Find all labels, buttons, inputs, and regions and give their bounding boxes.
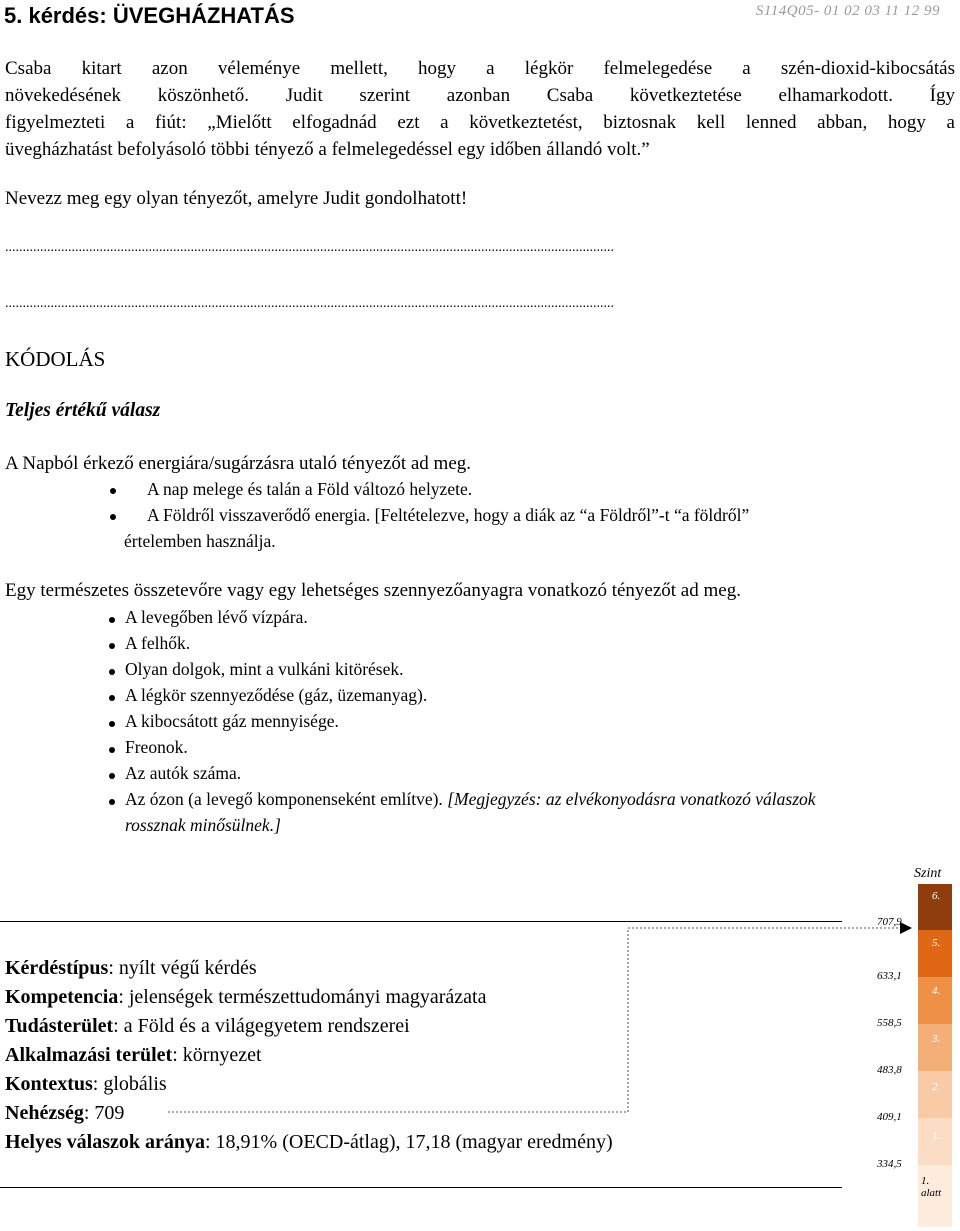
threshold-label: 633,1 [877, 970, 902, 982]
threshold-label: 558,5 [877, 1017, 902, 1029]
level-1-box: 1. [918, 1118, 952, 1165]
info-context: Kontextus: globális [5, 1073, 167, 1095]
group1-intro: A Napból érkező energiára/sugárzásra utaló tényezőt ad meg. [5, 453, 472, 474]
level-scale [918, 884, 952, 1227]
question-line: növekedésének köszönhető. Judit szerint azonban Csaba következtetése elhamarkodott. Így [5, 85, 955, 106]
question-title: 5. kérdés: ÜVEGHÁZHATÁS [4, 3, 295, 28]
threshold-label: 707,9 [877, 916, 902, 928]
coding-heading: KÓDOLÁS [5, 347, 106, 371]
question-line: figyelmezteti a fiút: „Mielőtt elfogadnád ezt a következtetést, biztosnak kell lenned abban, hogy a [5, 112, 955, 133]
scale-title: Szint [914, 866, 942, 881]
note-text: [Megjegyzés: az elvékonyodásra vonatkozó válaszok [447, 789, 816, 809]
below-level-1-box: 1. alatt [918, 1165, 952, 1227]
info-knowledge-area: Tudásterület: a Föld és a világegyetem rendszerei [5, 1015, 410, 1037]
list-item: Freonok. [125, 737, 188, 757]
list-item: Olyan dolgok, mint a vulkáni kitörések. [125, 659, 404, 679]
list-item: A kibocsátott gáz mennyisége. [125, 711, 339, 731]
question-prompt: Nevezz meg egy olyan tényezőt, amelyre Judit gondolhatott! [5, 188, 468, 209]
answer-line: .............................................................................................................................................................................. [5, 296, 614, 311]
threshold-label: 334,5 [877, 1158, 902, 1170]
level-2-box: 2. [918, 1071, 952, 1118]
group2-intro: Egy természetes összetevőre vagy egy lehetséges szennyezőanyagra vonatkozó tényezőt ad meg. [5, 580, 741, 601]
level-6-box: 6. [918, 884, 952, 930]
threshold-label: 409,1 [877, 1111, 902, 1123]
info-correct-rate: Helyes válaszok aránya: 18,91% (OECD-átlag), 17,18 (magyar eredmény) [5, 1131, 613, 1153]
list-item: A Földről visszaverődő energia. [Feltételezve, hogy a diák az “a Földről”-t “a földről” [147, 505, 750, 525]
answer-line: .............................................................................................................................................................................. [5, 240, 614, 255]
note-text-continuation: rossznak minősülnek.] [125, 815, 281, 835]
list-item-continuation: értelemben használja. [124, 531, 276, 551]
question-line: üvegházhatást befolyásoló többi tényező a felmelegedéssel egy időben állandó volt.” [5, 139, 650, 160]
info-competence: Kompetencia: jelenségek természettudományi magyarázata [5, 986, 487, 1008]
full-credit-heading: Teljes értékű válasz [5, 400, 161, 421]
level-4-box: 4. [918, 977, 952, 1024]
level-3-box: 3. [918, 1024, 952, 1071]
info-difficulty: Nehézség: 709 [5, 1102, 125, 1124]
list-item: A felhők. [125, 633, 191, 653]
list-item: A levegőben lévő vízpára. [125, 607, 308, 627]
list-item: A légkör szennyeződése (gáz, üzemanyag). [125, 685, 428, 705]
list-item: A nap melege és talán a Föld változó helyzete. [147, 479, 473, 499]
info-question-type: Kérdéstípus: nyílt végű kérdés [5, 957, 257, 979]
question-line: Csaba kitart azon véleménye mellett, hogy a légkör felmelegedése a szén-dioxid-kibocsátás [5, 58, 955, 79]
level-5-box: 5. [918, 930, 952, 977]
item-code: S114Q05- 01 02 03 11 12 99 [755, 3, 940, 19]
list-item-text: Az ózon (a levegő komponenseként említve). [125, 789, 443, 809]
list-item: Az autók száma. [125, 763, 242, 783]
info-application-area: Alkalmazási terület: környezet [5, 1044, 262, 1066]
threshold-label: 483,8 [877, 1064, 902, 1076]
